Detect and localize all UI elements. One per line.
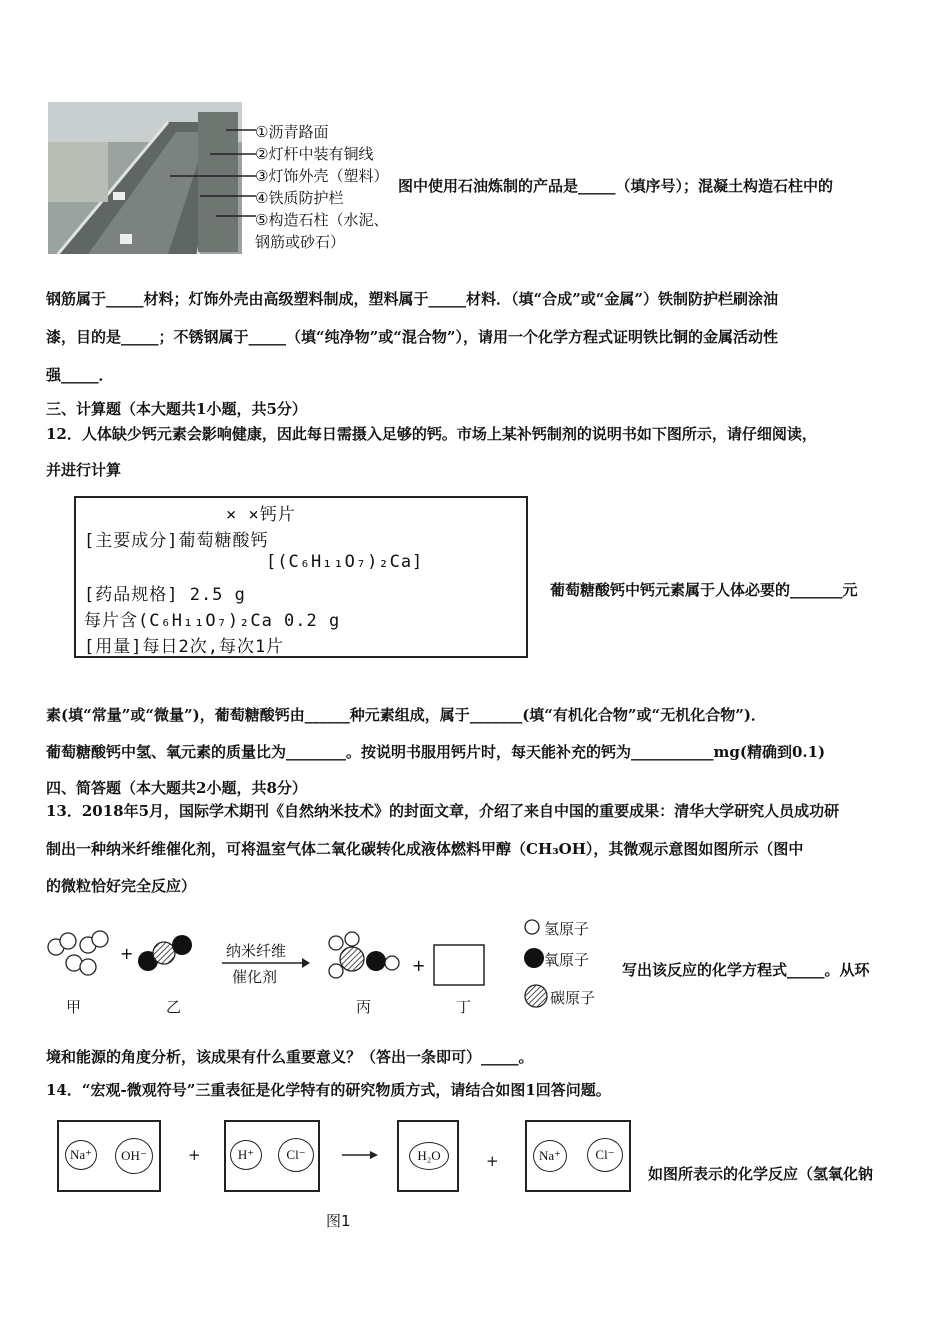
plus-sign: + (188, 1146, 201, 1164)
legend-item: ③灯饰外壳（塑料） (255, 167, 389, 185)
condition-bottom: 催化剂 (232, 968, 278, 986)
ion-circle: Cl⁻ (278, 1138, 314, 1172)
ion-box-naoh (57, 1120, 161, 1192)
q13-line: 的微粒恰好完全反应） (46, 877, 197, 895)
legend-leader-lines (170, 120, 260, 230)
ion-circle: Na⁺ (65, 1140, 97, 1170)
label-row: [主要成分]葡萄糖酸钙 (84, 531, 269, 551)
condition-top: 纳米纤维 (226, 942, 287, 960)
svg-text:+: + (412, 956, 426, 975)
q14-side: 如图所表示的化学反应（氢氧化钠 (648, 1165, 874, 1183)
reaction-diagram (40, 915, 620, 1015)
calcium-tablet-label (74, 496, 528, 658)
q13-side: 写出该反应的化学方程式_____。从环 (622, 961, 870, 979)
label-row: [用量]每日2次,每次1片 (84, 637, 285, 657)
q12-line: 素(填“常量”或“微量”)，葡萄糖酸钙由______种元素组成，属于_______(填“有机化合物”或“无机化合物”)． (46, 706, 766, 724)
q13-line: 制出一种纳米纤维催化剂，可将温室气体二氧化碳转化成液体燃料甲醇（CH₃OH），其微观示意图如图所示（图中 (46, 840, 804, 858)
q12-line: 12．人体缺少钙元素会影响健康，因此每日需摄入足够的钙。市场上某补钙制剂的说明书如下图所示，请仔细阅读， (46, 425, 817, 443)
ion-circle: Cl⁻ (587, 1138, 623, 1172)
q13-line: 境和能源的角度分析，该成果有什么重要意义？（答出一条即可）_____。 (46, 1048, 534, 1066)
q11-line: 漆，目的是_____；不锈钢属于_____（填“纯净物”或“混合物”），请用一个化学方程式证明铁比铜的金属活动性 (46, 328, 779, 346)
q13-line: 13．2018年5月，国际学术期刊《自然纳米技术》的封面文章，介绍了来自中国的重要成果：清华大学研究人员成功研 (46, 802, 840, 820)
atom-legend: 碳原子 (550, 989, 596, 1007)
q14-line: 14．“宏观-微观符号”三重表征是化学特有的研究物质方式，请结合如图1回答问题。 (46, 1081, 611, 1099)
molecule-label: 丁 (456, 998, 472, 1016)
molecule-label: 丙 (356, 998, 372, 1016)
legend-item: ①沥青路面 (255, 123, 329, 141)
label-row: 每片含(C₆H₁₁O₇)₂Ca 0.2 g (84, 611, 341, 631)
ion-circle: Na⁺ (533, 1140, 567, 1172)
atom-legend: 氢原子 (544, 920, 590, 938)
legend-item: ⑤构造石柱（水泥、 (255, 211, 389, 229)
legend-item: ②灯杆中装有铜线 (255, 145, 374, 163)
section-heading: 四、简答题（本大题共2小题，共8分） (46, 779, 307, 797)
q11-line: 强_____． (46, 366, 114, 384)
atom-legend: 氧原子 (544, 951, 590, 969)
label-title: × ×钙片 (226, 505, 296, 525)
label-row: [药品规格] 2.5 g (84, 585, 246, 605)
arrow-icon (340, 1148, 380, 1162)
molecule-label: 甲 (66, 998, 82, 1016)
ion-circle: H⁺ (230, 1140, 262, 1170)
ion-box-water (397, 1120, 459, 1192)
ion-circle: H₂O (409, 1142, 449, 1170)
q11-line: 钢筋属于_____材料；灯饰外壳由高级塑料制成，塑料属于_____材料．（填“合成”或“金属”）铁制防护栏刷涂油 (46, 290, 779, 308)
q12-side: 葡萄糖酸钙中钙元素属于人体必要的_______元 (550, 581, 858, 599)
legend-item: ④铁质防护栏 (255, 189, 344, 207)
figure-caption: 图1 (326, 1212, 351, 1230)
section-heading: 三、计算题（本大题共1小题，共5分） (46, 400, 307, 418)
q12-line: 葡萄糖酸钙中氢、氧元素的质量比为________。按说明书服用钙片时，每天能补充的钙为___________mg(精确到0.1) (46, 743, 826, 761)
svg-text:+: + (120, 944, 134, 963)
label-row: [(C₆H₁₁O₇)₂Ca] (266, 552, 424, 572)
legend-item: 钢筋或砂石） (255, 233, 346, 251)
ion-circle: OH⁻ (115, 1138, 153, 1174)
ion-box-nacl (525, 1120, 631, 1192)
q12-line: 并进行计算 (46, 461, 122, 479)
q11-line: 图中使用石油炼制的产品是_____（填序号）；混凝土构造石柱中的 (398, 177, 834, 195)
ion-box-hcl (224, 1120, 320, 1192)
plus-sign: + (486, 1152, 499, 1170)
molecule-label: 乙 (166, 998, 182, 1016)
